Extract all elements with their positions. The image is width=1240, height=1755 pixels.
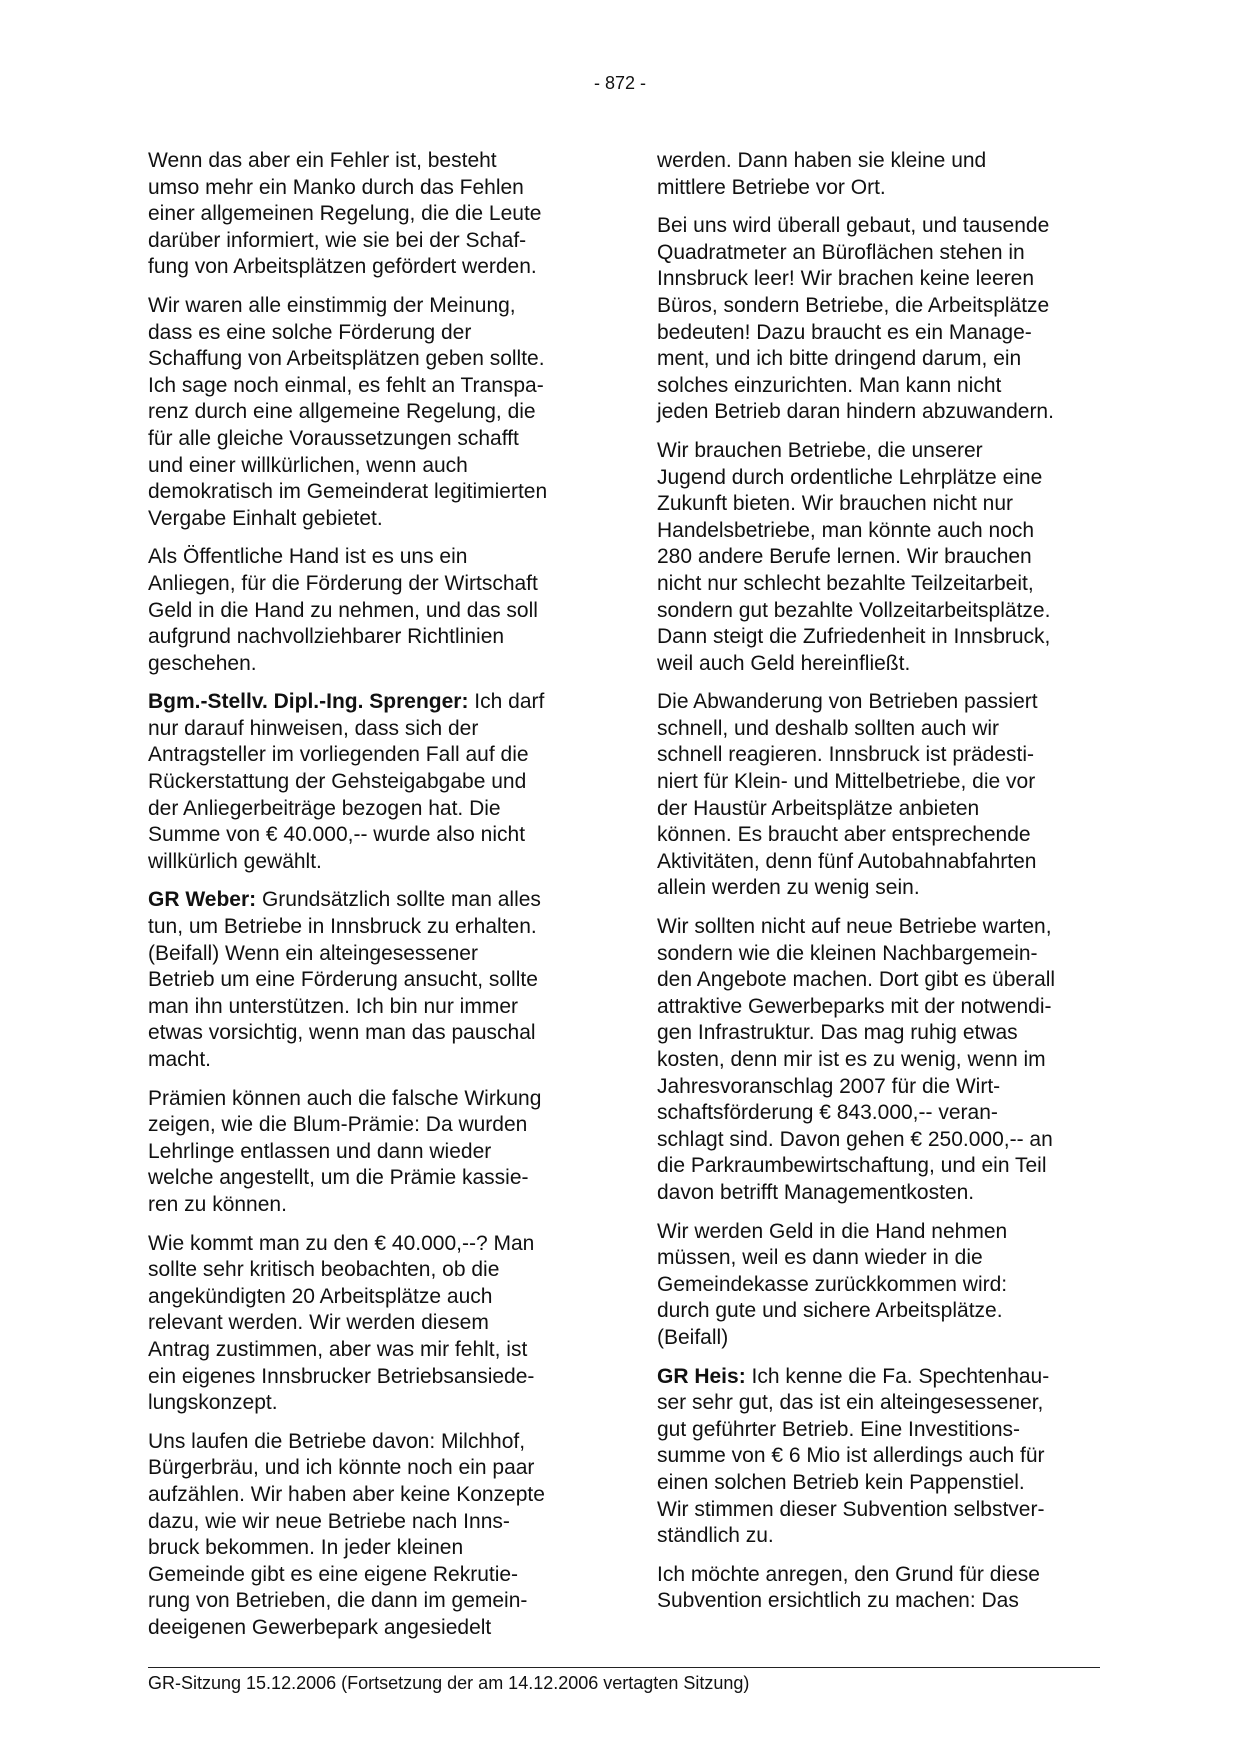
paragraph xyxy=(148,689,588,875)
paragraph-text: Bei uns wird überall gebaut, und tausende Quadratmeter an Büroflächen stehen in Innsbruck leer! Wir brachen keine leeren Büros, sondern Betriebe, die Arbeitsplätze bedeuten! Dazu braucht es ein Manage- ment, und ich bitte dringend darum, ein solches einzurichten. Man kann nicht jeden Betrieb daran hindern abzuwandern. xyxy=(657,214,1054,424)
paragraph-text: Wir sollten nicht auf neue Betriebe warten, sondern wie die kleinen Nachbargemein- den Angebote machen. Dort gibt es überall attraktive Gewerbeparks mit der notwendi- gen Infrastruktur. Das mag ruhig etwas kosten, denn mir ist es zu wenig, wenn im Jahresvoranschlag 2007 für die Wirt- schaftsförderung € 843.000,-- veran- schlagt sind. Davon gehen € 250.000,-- an die Parkraumbewirtschaftung, und ein Teil davon betrifft Managementkosten. xyxy=(657,915,1056,1204)
footer-divider xyxy=(148,1667,1100,1668)
paragraph xyxy=(657,213,1097,426)
paragraph xyxy=(148,1086,588,1219)
paragraph xyxy=(657,438,1097,677)
paragraph-text: Wir waren alle einstimmig der Meinung, dass es eine solche Förderung der Schaffung von Arbeitsplätzen geben sollte. Ich sage noch einmal, es fehlt an Transpa- renz durch eine allgemeine Regelung, die für alle gleiche Voraussetzungen schafft und einer willkürlichen, wenn auch demokratisch im Gemeinderat legitimierten Vergabe Einhalt gebietet. xyxy=(148,293,548,530)
left-column xyxy=(148,148,588,1653)
paragraph-text: Grundsätzlich sollte man alles tun, um Betriebe in Innsbruck zu erhalten. (Beifall) Wenn ein alteingesessener Betrieb um eine Förderung ansucht, sollte man ihn unterstützen. Ich bin nur immer etwas vorsichtig, wenn man das pauschal macht. xyxy=(148,888,541,1071)
paragraph-text: Wir werden Geld in die Hand nehmen müssen, weil es dann wieder in die Gemeindekasse zurückkommen wird: durch gute und sichere Arbeitsplätze. (Beifall) xyxy=(657,1219,1008,1349)
paragraph-text: Ich kenne die Fa. Spechtenhau- ser sehr gut, das ist ein alteingesessener, gut geführter Betrieb. Eine Investitions- summe von € 6 Mio ist allerdings auch für einen solchen Betrieb kein Pappenstiel. Wir stimmen dieser Subvention selbstver- ständlich zu. xyxy=(657,1364,1050,1548)
paragraph xyxy=(657,914,1097,1207)
paragraph-text: Die Abwanderung von Betrieben passiert schnell, und deshalb sollten auch wir schnell reagieren. Innsbruck ist prädesti- niert für Klein- und Mittelbetriebe, die vor der Haustür Arbeitsplätze anbieten können. Es braucht aber entsprechende Aktivitäten, denn fünf Autobahnabfahrten allein werden zu wenig sein. xyxy=(657,690,1038,900)
paragraph-text: Prämien können auch die falsche Wirkung zeigen, wie die Blum-Prämie: Da wurden Lehrlinge entlassen und dann wieder welche angestellt, um die Prämie kassie- ren zu können. xyxy=(148,1086,542,1216)
paragraph-text: Wenn das aber ein Fehler ist, besteht umso mehr ein Manko durch das Fehlen einer allgemeinen Regelung, die die Leute darüber informiert, wie sie bei der Schaf- fung von Arbeitsplätzen gefördert werden. xyxy=(148,149,542,279)
speaker-name: GR Weber: xyxy=(148,888,257,912)
paragraph xyxy=(148,544,588,677)
paragraph-text: Wir brauchen Betriebe, die unserer Jugend durch ordentliche Lehrplätze eine Zukunft bieten. Wir brauchen nicht nur Handelsbetriebe, man könnte auch noch 280 andere Berufe lernen. Wir brauchen nicht nur schlecht bezahlte Teilzeitarbeit, sondern gut bezahlte Vollzeitarbeitsplätze. Dann steigt die Zufriedenheit in Innsbruck, weil auch Geld hereinfließt. xyxy=(657,438,1051,675)
page-number: - 872 - xyxy=(593,73,647,93)
speaker-name: GR Heis: xyxy=(657,1364,746,1388)
right-column xyxy=(657,148,1097,1627)
paragraph-text: Ich möchte anregen, den Grund für diese Subvention ersichtlich zu machen: Das xyxy=(657,1562,1040,1613)
speaker-name: Bgm.-Stellv. Dipl.-Ing. Sprenger: xyxy=(148,690,469,714)
paragraph-text: werden. Dann haben sie kleine und mittlere Betriebe vor Ort. xyxy=(657,149,987,199)
paragraph xyxy=(148,293,588,532)
paragraph xyxy=(148,148,588,281)
paragraph-text: Als Öffentliche Hand ist es uns ein Anliegen, für die Förderung der Wirtschaft Geld in die Hand zu nehmen, und das soll aufgrund nachvollziehbarer Richtlinien geschehen. xyxy=(148,545,538,675)
paragraph-text: Ich darf nur darauf hinweisen, dass sich der Antragsteller im vorliegenden Fall auf die Rückerstattung der Gehsteigabgabe und der Anliegerbeiträge bezogen hat. Die Summe von € 40.000,-- wurde also nicht willkürlich gewählt. xyxy=(148,690,545,873)
paragraph xyxy=(148,1429,588,1642)
paragraph-text: Uns laufen die Betriebe davon: Milchhof, Bürgerbräu, und ich könnte noch ein paar aufzählen. Wir haben aber keine Konzepte dazu, wie wir neue Betriebe nach Inns- bruck bekommen. In jeder kleinen Gemeinde gibt es eine eigene Rekrutie- rung von Betrieben, die dann im gemein- deeigenen Gewerbepark angesiedelt xyxy=(148,1429,545,1639)
page-footer: GR-Sitzung 15.12.2006 (Fortsetzung der am 14.12.2006 vertagten Sitzung) xyxy=(148,1673,750,1693)
paragraph xyxy=(657,689,1097,902)
paragraph xyxy=(148,1231,588,1417)
paragraph xyxy=(657,1562,1097,1615)
paragraph xyxy=(657,148,1097,201)
paragraph-text: Wie kommt man zu den € 40.000,--? Man sollte sehr kritisch beobachten, ob die angekündigten 20 Arbeitsplätze auch relevant werden. Wir werden diesem Antrag zustimmen, aber was mir fehlt, ist ein eigenes Innsbrucker Betriebsansiede- lungskonzept. xyxy=(148,1231,535,1415)
paragraph xyxy=(148,887,588,1073)
paragraph xyxy=(657,1364,1097,1550)
paragraph xyxy=(657,1219,1097,1352)
